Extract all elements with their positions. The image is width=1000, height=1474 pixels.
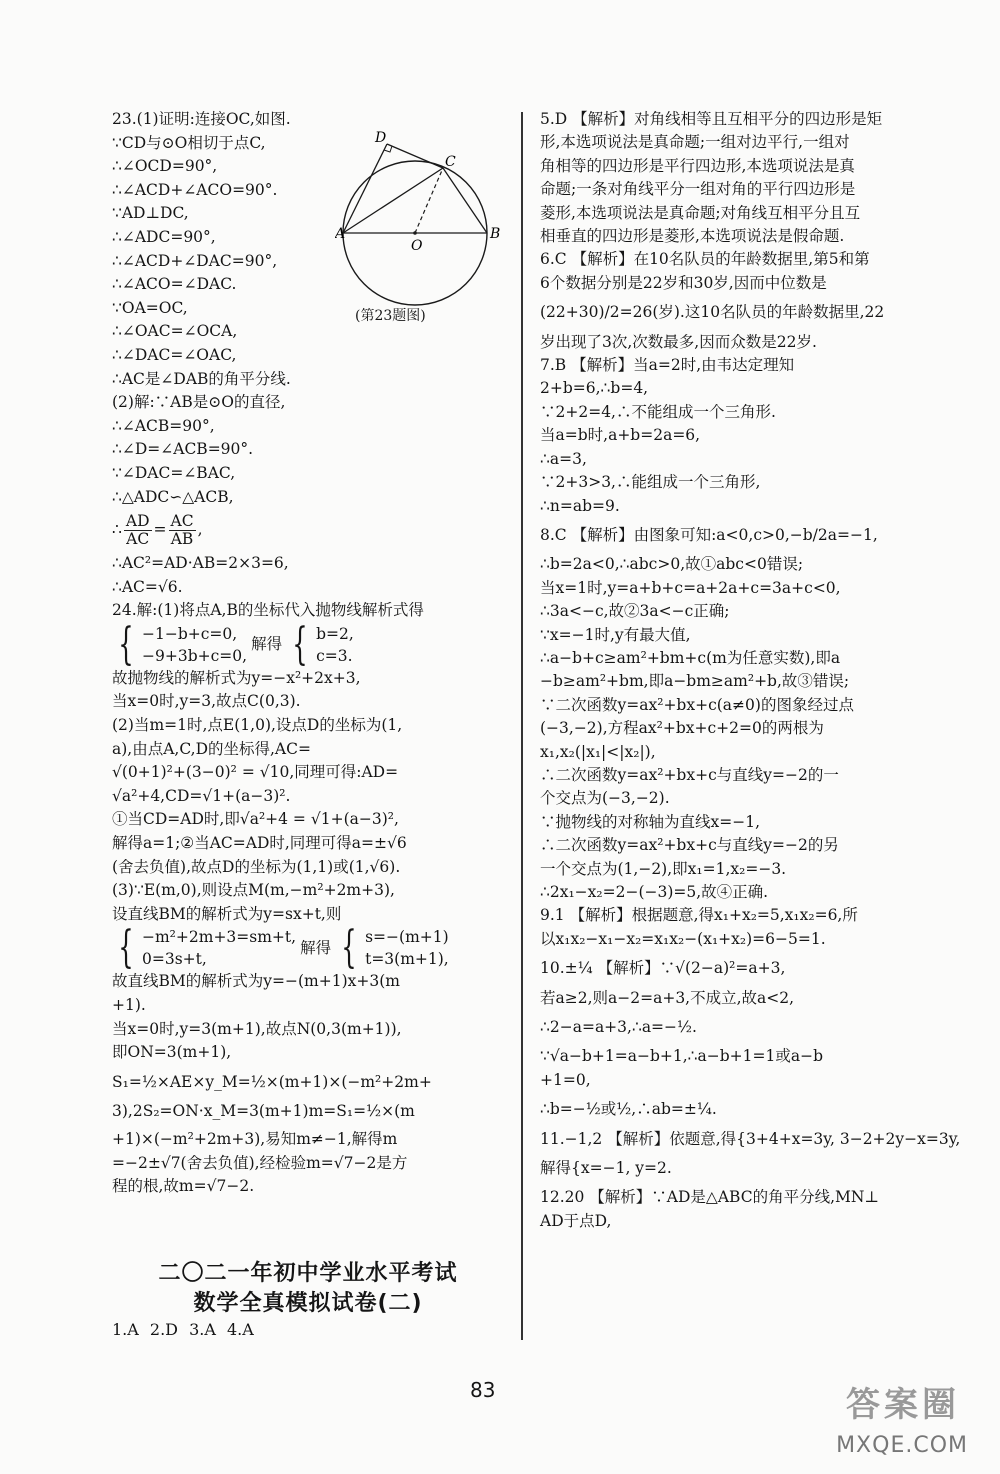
right-line: +1=0, [540,1070,591,1089]
q24-line: 当x=0时,y=3,故点C(0,3). [112,692,301,711]
system-rows [365,926,449,970]
right-line: 11.−1,2 【解析】依题意,得{3+4+x=3y, 3−2+2y−x=3y, [540,1129,961,1148]
q24-line: √a²+4,CD=√1+(a−3)². [112,786,291,805]
right-line: ∴n=ab=9. [540,496,620,515]
fraction-ad-ac [124,513,152,548]
q24-line: +1)×(−m²+2m+3),易知m≠−1,解得m [112,1129,398,1148]
right-line: 当a=b时,a+b=2a=6, [540,426,701,445]
column-divider [521,112,523,1340]
right-line: ∴2−a=a+3,∴a=−½. [540,1018,697,1037]
right-line: ∴3a<−c,故②3a<−c正确; [540,602,730,621]
equals-sign: = [153,520,167,539]
right-column [540,108,961,1233]
right-line: 岁出现了3次,次数最多,因而众数是22岁. [540,332,817,351]
q23-line: ∴△ADC∽△ACB, [112,487,234,506]
q23-line: ∵AD⊥DC, [112,204,189,223]
q24-area-2: 3),2S₂=ON·x_M=3(m+1)m=S₁=½×(m [112,1102,415,1121]
q23-line: ∴AC=√6. [112,577,183,596]
q23-line: ∵CD与⊙O相切于点C, [112,133,266,152]
right-line: 7.B 【解析】当a=2时,由韦达定理知 [540,356,795,375]
right-line: ∴b=2a<0,∴abc>0,故①abc<0错误; [540,555,804,574]
q23-line: ∴∠OAC=∠OCA, [112,322,238,341]
q24-end [112,1128,504,1199]
brace-icon: { [341,922,357,974]
q23-line: (2)解:∵AB是⊙O的直径, [112,393,286,412]
watermark-url: MXQE.COM [836,1433,968,1458]
system-row: s=−(m+1) [365,928,449,947]
q24-line: √(0+1)²+(3−0)² = √10,同理可得:AD= [112,763,399,782]
geometry-figure [335,130,510,330]
q24-line: 程的根,故m=√7−2. [112,1177,255,1196]
right-line: ∴二次函数y=ax²+bx+c与直线y=−2的另 [540,836,839,855]
exam-title: 二〇二一年初中学业水平考试 [158,1261,458,1286]
system-rows [316,623,354,667]
right-line: (−3,−2),方程ax²+bx+c+2=0的两根为 [540,719,824,738]
right-line: x₁,x₂(|x₁|<|x₂|), [540,742,656,761]
right-line: 相垂直的四边形是菱形,本选项说法是假命题. [540,227,845,246]
system-row: b=2, [316,624,354,643]
center-point [413,231,417,235]
right-line: ∴a=3, [540,449,587,468]
right-line: 当x=1时,y=a+b+c=a+2a+c=3a+c<0, [540,578,841,597]
comma: , [197,520,203,539]
right-line: 形,本选项说法是真命题;一组对边平行,一组对 [540,133,850,152]
watermark-logo: 答案圈 [846,1385,960,1425]
multiple-choice-answers: 1.A 2.D 3.A 4.A [112,1320,254,1339]
right-line: 2+b=6,∴b=4, [540,379,649,398]
right-line: ∴b=−½或½,∴ab=±¼. [540,1100,717,1119]
q23-proportion [112,513,504,548]
right-line: 若a≥2,则a−2=a+3,不成立,故a<2, [540,988,795,1007]
q23-line: ∴∠ACO=∠DAC. [112,275,237,294]
right-line: 5.D 【解析】对角线相等且互相平分的四边形是矩 [540,110,883,128]
right-line: 解得{x=−1, y=2. [540,1159,672,1178]
right-line: 10.±¼ 【解析】∵√(2−a)²=a+3, [540,959,786,978]
q24-system-2 [112,922,504,974]
q24-line: 故抛物线的解析式为y=−x²+2x+3, [112,668,361,687]
q23-line: ∴∠ACB=90°, [112,416,215,435]
right-line: 9.1 【解析】根据题意,得x₁+x₂=5,x₁x₂=6,所 [540,906,858,925]
brace-icon: { [118,618,134,670]
right-line: ∵抛物线的对称轴为直线x=−1, [540,812,761,831]
right-line: 6.C 【解析】在10名队员的年龄数据里,第5和第 [540,250,870,269]
q24-line: =−2±√7(舍去负值),经检验m=√7−2是方 [112,1153,408,1172]
system-row: t=3(m+1), [365,950,449,969]
system-rows [142,623,247,667]
right-line: 命题;一条对角线平分一组对角的平行四边形是 [540,180,856,199]
label-a: A [335,226,346,242]
q24-line: 解得a=1;②当AC=AD时,同理可得a=±√6 [112,834,407,853]
right-line: 个交点为(−3,−2). [540,789,670,808]
right-line: ∵二次函数y=ax²+bx+c(a≠0)的图象经过点 [540,695,854,714]
right-line: ∵x=−1时,y有最大值, [540,625,691,644]
frac-numerator: AC [170,512,194,531]
brace-icon: { [118,922,134,974]
solve-label: 解得 [300,938,332,957]
q23-line: ∴AC是∠DAB的角平分线. [112,369,291,388]
right-line: ∴二次函数y=ax²+bx+c与直线y=−2的一 [540,765,839,784]
system-row: −m²+2m+3=sm+t, [142,928,297,947]
q24-line: 即ON=3(m+1), [112,1043,232,1062]
q24-line: +1). [112,996,146,1014]
right-line: 菱形,本选项说法是真命题;对角线互相平分且互 [540,203,861,222]
right-line: 8.C 【解析】由图象可知:a<0,c>0,−b/2a=−1, [540,525,878,544]
right-line: (22+30)/2=26(岁).这10名队员的年龄数据里,22 [540,303,885,322]
solve-label: 解得 [251,635,283,654]
right-line: −b≥am²+bm,即a−bm≥am²+b,故③错误; [540,672,850,691]
q23-line: ∴∠D=∠ACB=90°. [112,440,254,459]
label-b: B [490,226,501,242]
label-c: C [445,154,456,170]
right-line: ∵√a−b+1=a−b+1,∴a−b+1=1或a−b [540,1047,824,1066]
right-line: AD于点D, [540,1211,612,1230]
q24-line: 故直线BM的解析式为y=−(m+1)x+3(m [112,972,400,991]
system-row: 0=3s+t, [142,950,207,969]
label-o: O [411,238,423,254]
system-row: −9+3b+c=0, [142,646,248,665]
q23-line: ∵OA=OC, [112,298,188,317]
q23-line: ∴∠ACD+∠ACO=90°. [112,180,278,199]
q24-body [112,667,504,927]
q24-line: (3)∵E(m,0),则设点M(m,−m²+2m+3), [112,881,395,900]
right-line: ∴2x₁−x₂=2−(−3)=5,故④正确. [540,883,769,901]
label-d: D [375,130,387,146]
q24-area-1: S₁=½×AE×y_M=½×(m+1)×(−m²+2m+ [112,1072,432,1091]
q24-line: ①当CD=AD时,即√a²+4 = √1+(a−3)², [112,810,399,829]
segment-ad [343,144,387,233]
right-line: ∴a−b+c≥am²+bm+c(m为任意实数),即a [540,648,841,667]
system-rows [142,926,296,970]
q23-line: ∴AC²=AD·AB=2×3=6, [112,554,289,573]
frac-denominator: AC [126,530,150,549]
figure-caption: (第23题图) [355,308,426,324]
q23-line: ∴∠OCD=90°, [112,157,218,176]
q24-line: a),由点A,C,D的坐标得,AC= [112,739,311,758]
right-line: ∵2+2=4,∴不能组成一个三角形. [540,402,776,421]
system-row: c=3. [316,646,353,665]
segment-ac [343,168,443,233]
therefore-sign: ∴ [112,520,122,539]
right-line: 6个数据分别是22岁和30岁,因而中位数是 [540,273,827,292]
q24-line: 当x=0时,y=3(m+1),故点N(0,3(m+1)), [112,1019,402,1038]
right-line: 角相等的四边形是平行四边形,本选项说法是真 [540,156,855,175]
q23-line: ∴∠DAC=∠OAC, [112,345,237,364]
right-line: 以x₁x₂−x₁−x₂=x₁x₂−(x₁+x₂)=6−5=1. [540,929,826,948]
q23-line: ∴∠ADC=90°, [112,227,216,246]
right-line: ∵2+3>3,∴能组成一个三角形, [540,473,761,492]
q24-system-1 [112,618,504,670]
q24-line: (舍去负值),故点D的坐标为(1,1)或(1,√6). [112,857,401,876]
q23-line: 23.(1)证明:连接OC,如图. [112,110,291,128]
page-number: 83 [470,1378,496,1402]
q23-line: ∵∠DAC=∠BAC, [112,463,236,482]
frac-numerator: AD [125,512,150,531]
frac-denominator: AB [170,530,194,549]
fraction-ac-ab [169,513,196,548]
exam-subtitle: 数学全真模拟试卷(二) [193,1291,423,1316]
right-line: 一个交点为(1,−2),即x₁=1,x₂=−3. [540,859,787,878]
q23-line: ∴∠ACD+∠DAC=90°, [112,251,278,270]
brace-icon: { [292,618,308,670]
segment-cb [443,168,487,233]
system-row: −1−b+c=0, [142,624,238,643]
q24-body-2 [112,970,504,1064]
right-line: 12.20 【解析】∵AD是△ABC的角平分线,MN⊥ [540,1188,880,1207]
q24-line: 设直线BM的解析式为y=sx+t,则 [112,904,342,923]
q24-heading: 24.解:(1)将点A,B的坐标代入抛物线解析式得 [112,601,424,620]
q24-line: (2)当m=1时,点E(1,0),设点D的坐标为(1, [112,716,403,735]
